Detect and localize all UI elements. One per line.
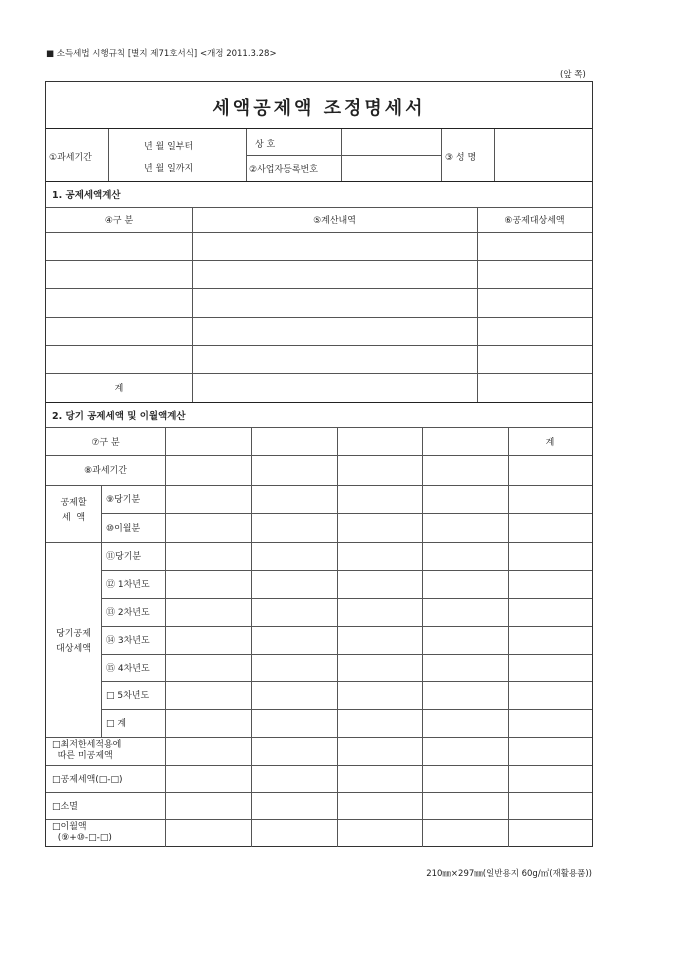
- page-side-label: (앞 쪽): [560, 70, 586, 80]
- s2-carried: ⑩이월분: [106, 524, 141, 534]
- s2-deductible-group: 공제할 세 액: [60, 498, 87, 523]
- s2-category: ⑦구 분: [91, 438, 120, 448]
- divider: [46, 317, 592, 318]
- s2-target-row-2: ⑫ 1차년도: [106, 580, 150, 590]
- divider: [46, 345, 592, 346]
- divider: [101, 485, 102, 737]
- s1-total-label: 계: [114, 384, 124, 394]
- divider: [46, 737, 592, 738]
- divider: [165, 427, 166, 847]
- s2-target-group: 당기공제 대상세액: [56, 629, 91, 654]
- divider: [251, 427, 252, 847]
- s2-target-row-1: ⑪당기분: [106, 552, 142, 562]
- divider: [441, 129, 442, 181]
- divider: [46, 455, 592, 456]
- divider: [101, 681, 592, 682]
- paper-spec-footer: 210㎜×297㎜(일반용지 60g/㎡(재활용품)): [426, 869, 592, 879]
- divider: [422, 427, 423, 847]
- divider: [46, 181, 592, 182]
- period-label: ①과세기간: [49, 153, 92, 163]
- divider: [46, 765, 592, 766]
- divider: [101, 626, 592, 627]
- s2-expired: □소멸: [52, 802, 78, 812]
- divider: [101, 598, 592, 599]
- divider: [246, 155, 441, 156]
- s1-col-amount: ⑥공제대상세액: [504, 216, 565, 226]
- divider: [46, 485, 592, 486]
- s1-col-category: ④구 분: [104, 216, 134, 226]
- s2-total-col: 계: [545, 438, 555, 448]
- s2-carryover: □이월액 (⑨+⑩-□-□): [52, 822, 112, 843]
- period-from: 년 월 일부터: [144, 142, 194, 152]
- divider: [494, 129, 495, 181]
- s2-target-row-4: ⑭ 3차년도: [106, 636, 150, 646]
- s1-col-detail: ⑤계산내역: [313, 216, 356, 226]
- form-reference-note: ■ 소득세법 시행규칙 [별지 제71호서식] <개정 2011.3.28>: [46, 49, 277, 59]
- divider: [101, 709, 592, 710]
- divider: [337, 427, 338, 847]
- divider: [46, 402, 592, 403]
- s2-period: ⑧과세기간: [84, 466, 127, 476]
- divider: [46, 373, 592, 374]
- s2-deducted: □공제세액(□-□): [52, 775, 123, 785]
- divider: [46, 207, 592, 208]
- section1-title: 1. 공제세액계산: [52, 190, 121, 201]
- divider: [101, 513, 592, 514]
- s2-target-row-5: ⑮ 4차년도: [106, 664, 150, 674]
- divider: [508, 427, 509, 847]
- tax-form: [45, 81, 593, 847]
- divider: [46, 128, 592, 129]
- name-label: ③ 성 명: [445, 153, 477, 163]
- divider: [46, 288, 592, 289]
- divider: [46, 819, 592, 820]
- s2-target-row-6: □ 5차년도: [106, 691, 150, 701]
- s2-current: ⑨당기분: [106, 495, 141, 505]
- s2-target-row-3: ⑬ 2차년도: [106, 608, 150, 618]
- s2-target-row-7: □ 계: [106, 719, 127, 729]
- divider: [46, 542, 592, 543]
- divider: [101, 654, 592, 655]
- company-label: 상 호: [255, 140, 276, 150]
- divider: [46, 260, 592, 261]
- s2-min-tax: □최저한세적용에 따른 미공제액: [52, 740, 122, 761]
- period-to: 년 월 일까지: [144, 164, 194, 174]
- divider: [46, 427, 592, 428]
- divider: [46, 232, 592, 233]
- divider: [108, 129, 109, 181]
- divider: [46, 792, 592, 793]
- divider: [101, 570, 592, 571]
- regno-label: ②사업자등록번호: [249, 165, 318, 175]
- form-title: 세액공제액 조정명세서: [212, 98, 426, 119]
- section2-title: 2. 당기 공제세액 및 이월액계산: [52, 411, 186, 422]
